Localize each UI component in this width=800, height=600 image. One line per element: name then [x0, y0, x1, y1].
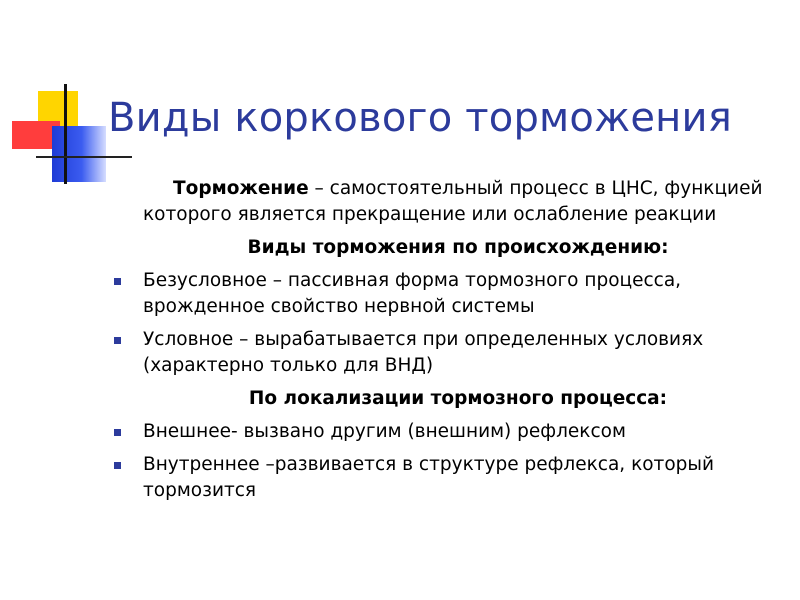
- bullet-square-icon: [114, 337, 121, 344]
- definition-text: – самостоятельный процесс в ЦНС, функцией которого является прекращение или ослабление реакции: [143, 178, 763, 225]
- list-item-text: Внешнее- вызвано другим (внешним) рефлексом: [143, 421, 626, 442]
- bullet-square-icon: [114, 278, 121, 285]
- definition-term: Торможение: [173, 178, 309, 199]
- list-item-internal: [113, 452, 773, 504]
- slide-title: Виды коркового торможения: [108, 95, 732, 141]
- list-item-text: Безусловное – пассивная форма тормозного процесса, врожденное свойство нервной системы: [143, 270, 682, 317]
- blue-square: [52, 126, 106, 182]
- origin-heading: Виды торможения по происхождению:: [247, 237, 669, 258]
- bullet-square-icon: [114, 462, 121, 469]
- list-item-text: Внутреннее –развивается в структуре рефлекса, который тормозится: [143, 454, 715, 501]
- localization-heading: По локализации тормозного процесса:: [248, 388, 668, 409]
- list-item-text: Условное – вырабатывается при определенных условиях (характерно только для ВНД): [143, 329, 704, 376]
- definition-paragraph: [143, 176, 773, 228]
- slide-body: [113, 176, 773, 511]
- list-item-external: [113, 419, 773, 445]
- list-item-conditional: [113, 327, 773, 379]
- list-item-unconditional: [113, 268, 773, 320]
- bullet-square-icon: [114, 429, 121, 436]
- vertical-line: [64, 84, 67, 184]
- horizontal-line: [36, 156, 132, 158]
